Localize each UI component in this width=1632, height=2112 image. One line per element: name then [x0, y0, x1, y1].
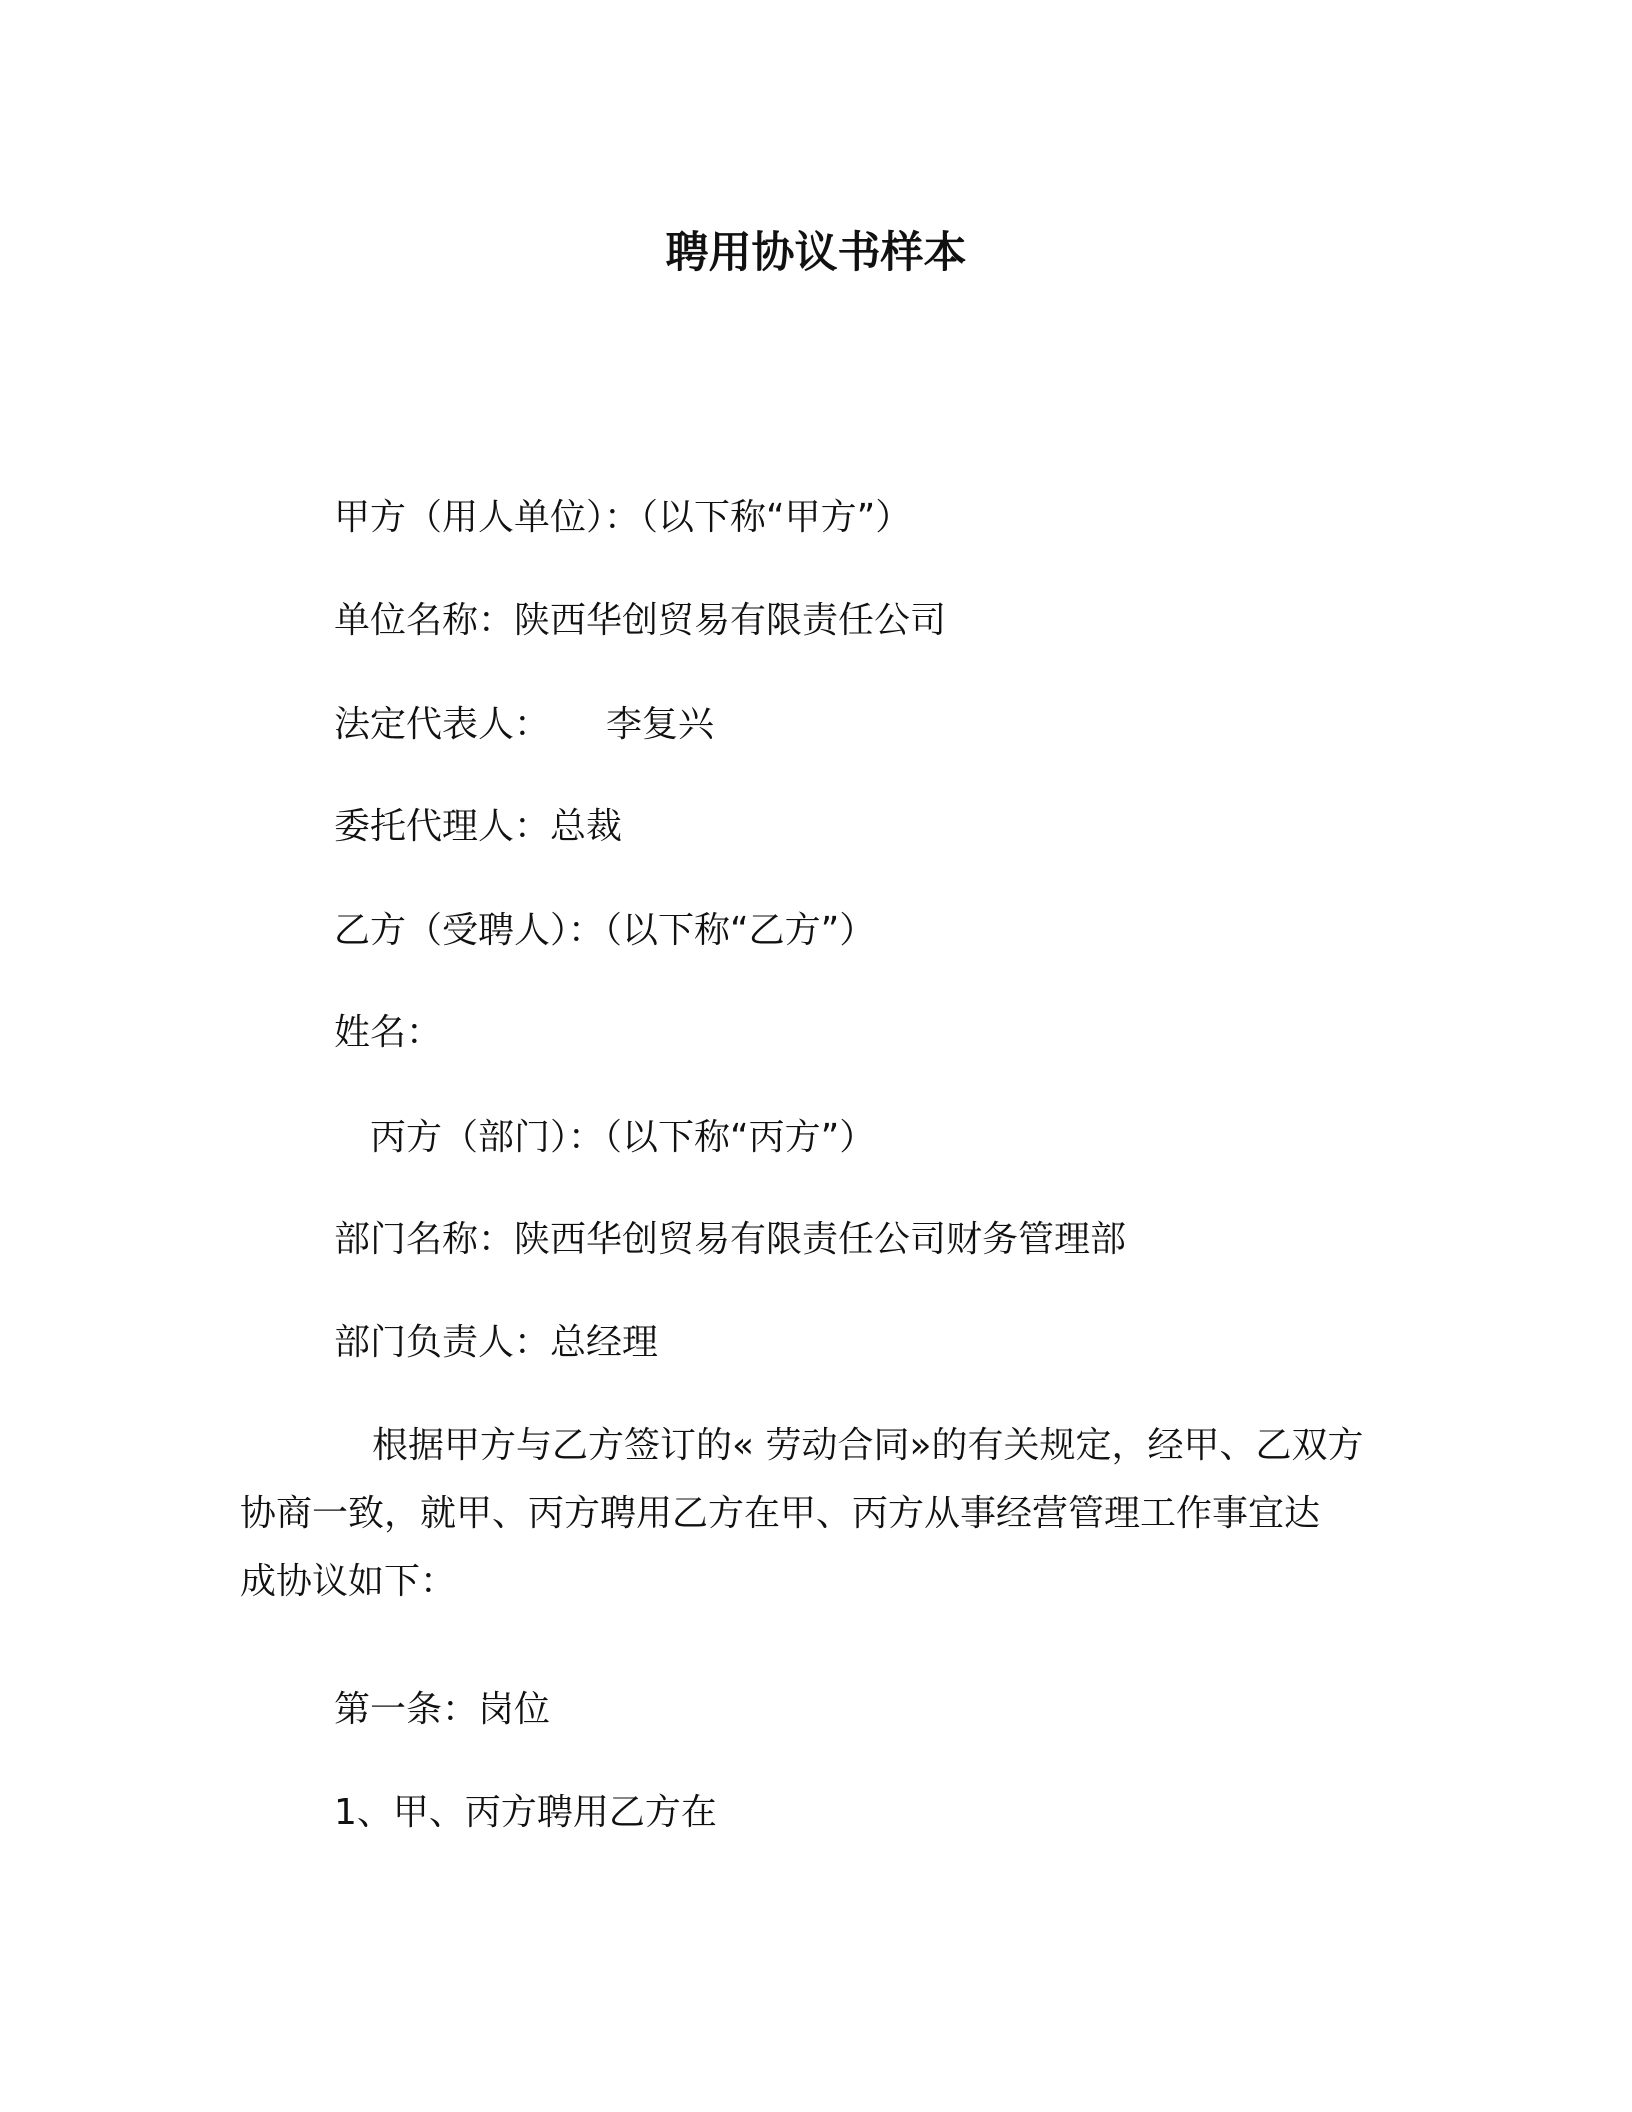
agent-line [334, 801, 622, 853]
preamble-line-2: 协商一致，就甲、丙方聘用乙方在甲、丙方从事经营管理工作事宜达 [240, 1493, 1321, 1534]
preamble-paragraph [240, 1412, 1400, 1616]
party-b-name-label: 姓名： [334, 1012, 443, 1053]
unit-name-label: 单位名称： [334, 600, 515, 641]
article-1-clause-1: 1、甲、丙方聘用乙方在 [334, 1792, 717, 1833]
dept-name-value: 陕西华创贸易有限责任公司财务管理部 [514, 1219, 1127, 1260]
dept-head-value: 总经理 [550, 1322, 659, 1363]
dept-head-line [334, 1317, 658, 1369]
party-a-heading: 甲方（用人单位）：（以下称“甲方”） [334, 497, 912, 538]
legal-rep-line [334, 699, 714, 751]
party-b-heading: 乙方（受聘人）：（以下称“乙方”） [334, 910, 876, 951]
party-c-heading: 丙方（部门）：（以下称“丙方”） [370, 1117, 876, 1158]
unit-name-value: 陕西华创贸易有限责任公司 [514, 600, 947, 641]
dept-name-line [334, 1214, 1126, 1266]
dept-head-label: 部门负责人： [334, 1322, 551, 1363]
preamble-line-3: 成协议如下： [240, 1561, 457, 1602]
dept-name-label: 部门名称： [334, 1219, 515, 1260]
legal-rep-value: 李复兴 [606, 704, 715, 745]
agent-label: 委托代理人： [334, 806, 551, 847]
document-title: 聘用协议书样本 [665, 228, 967, 278]
agent-value: 总裁 [550, 806, 623, 847]
article-1-heading: 第一条：岗位 [334, 1689, 551, 1730]
preamble-line-1: 根据甲方与乙方签订的« 劳动合同»的有关规定，经甲、乙双方 [372, 1425, 1364, 1466]
legal-rep-label: 法定代表人： [334, 704, 551, 745]
unit-name-line [334, 595, 946, 647]
